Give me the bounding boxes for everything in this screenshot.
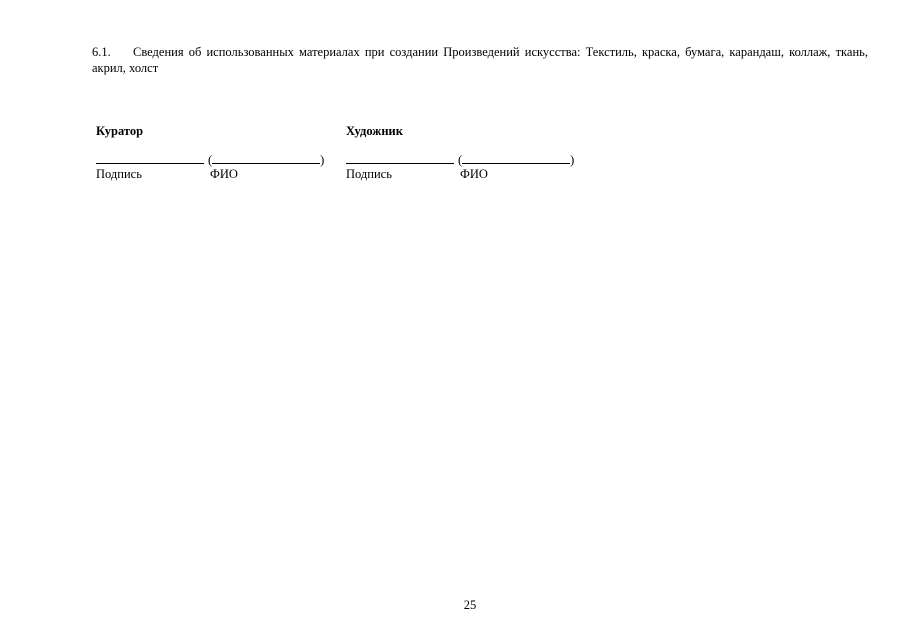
artist-name-field <box>458 153 574 167</box>
curator-role-label: Куратор <box>96 124 144 138</box>
artist-captions <box>346 167 586 181</box>
artist-name-caption: ФИО <box>460 167 488 181</box>
page-number: 25 <box>463 598 477 612</box>
materials-clause <box>92 44 868 76</box>
artist-name-blank <box>462 153 570 164</box>
curator-name-caption: ФИО <box>210 167 238 181</box>
curator-name-field <box>208 153 324 167</box>
artist-sign-caption: Подпись <box>346 167 392 181</box>
curator-name-blank <box>212 153 320 164</box>
curator-open-paren: ( <box>208 153 213 167</box>
curator-sign-caption: Подпись <box>96 167 142 181</box>
artist-close-paren: ) <box>570 153 575 167</box>
artist-open-paren: ( <box>458 153 463 167</box>
curator-captions <box>96 167 336 181</box>
artist-role-label: Художник <box>346 124 403 138</box>
curator-signature-line <box>96 153 336 167</box>
curator-signature-field <box>96 153 204 164</box>
artist-signature-line <box>346 153 586 167</box>
clause-number: 6.1. <box>92 45 111 59</box>
artist-signature-block <box>346 123 586 181</box>
artist-signature-field <box>346 153 454 164</box>
clause-text: Сведения об использованных материалах при создании Произведений искусства: Текстиль, краска, бумага, карандаш, коллаж, ткань, акрил, холст <box>92 45 868 75</box>
curator-signature-block <box>96 123 336 181</box>
curator-close-paren: ) <box>320 153 325 167</box>
